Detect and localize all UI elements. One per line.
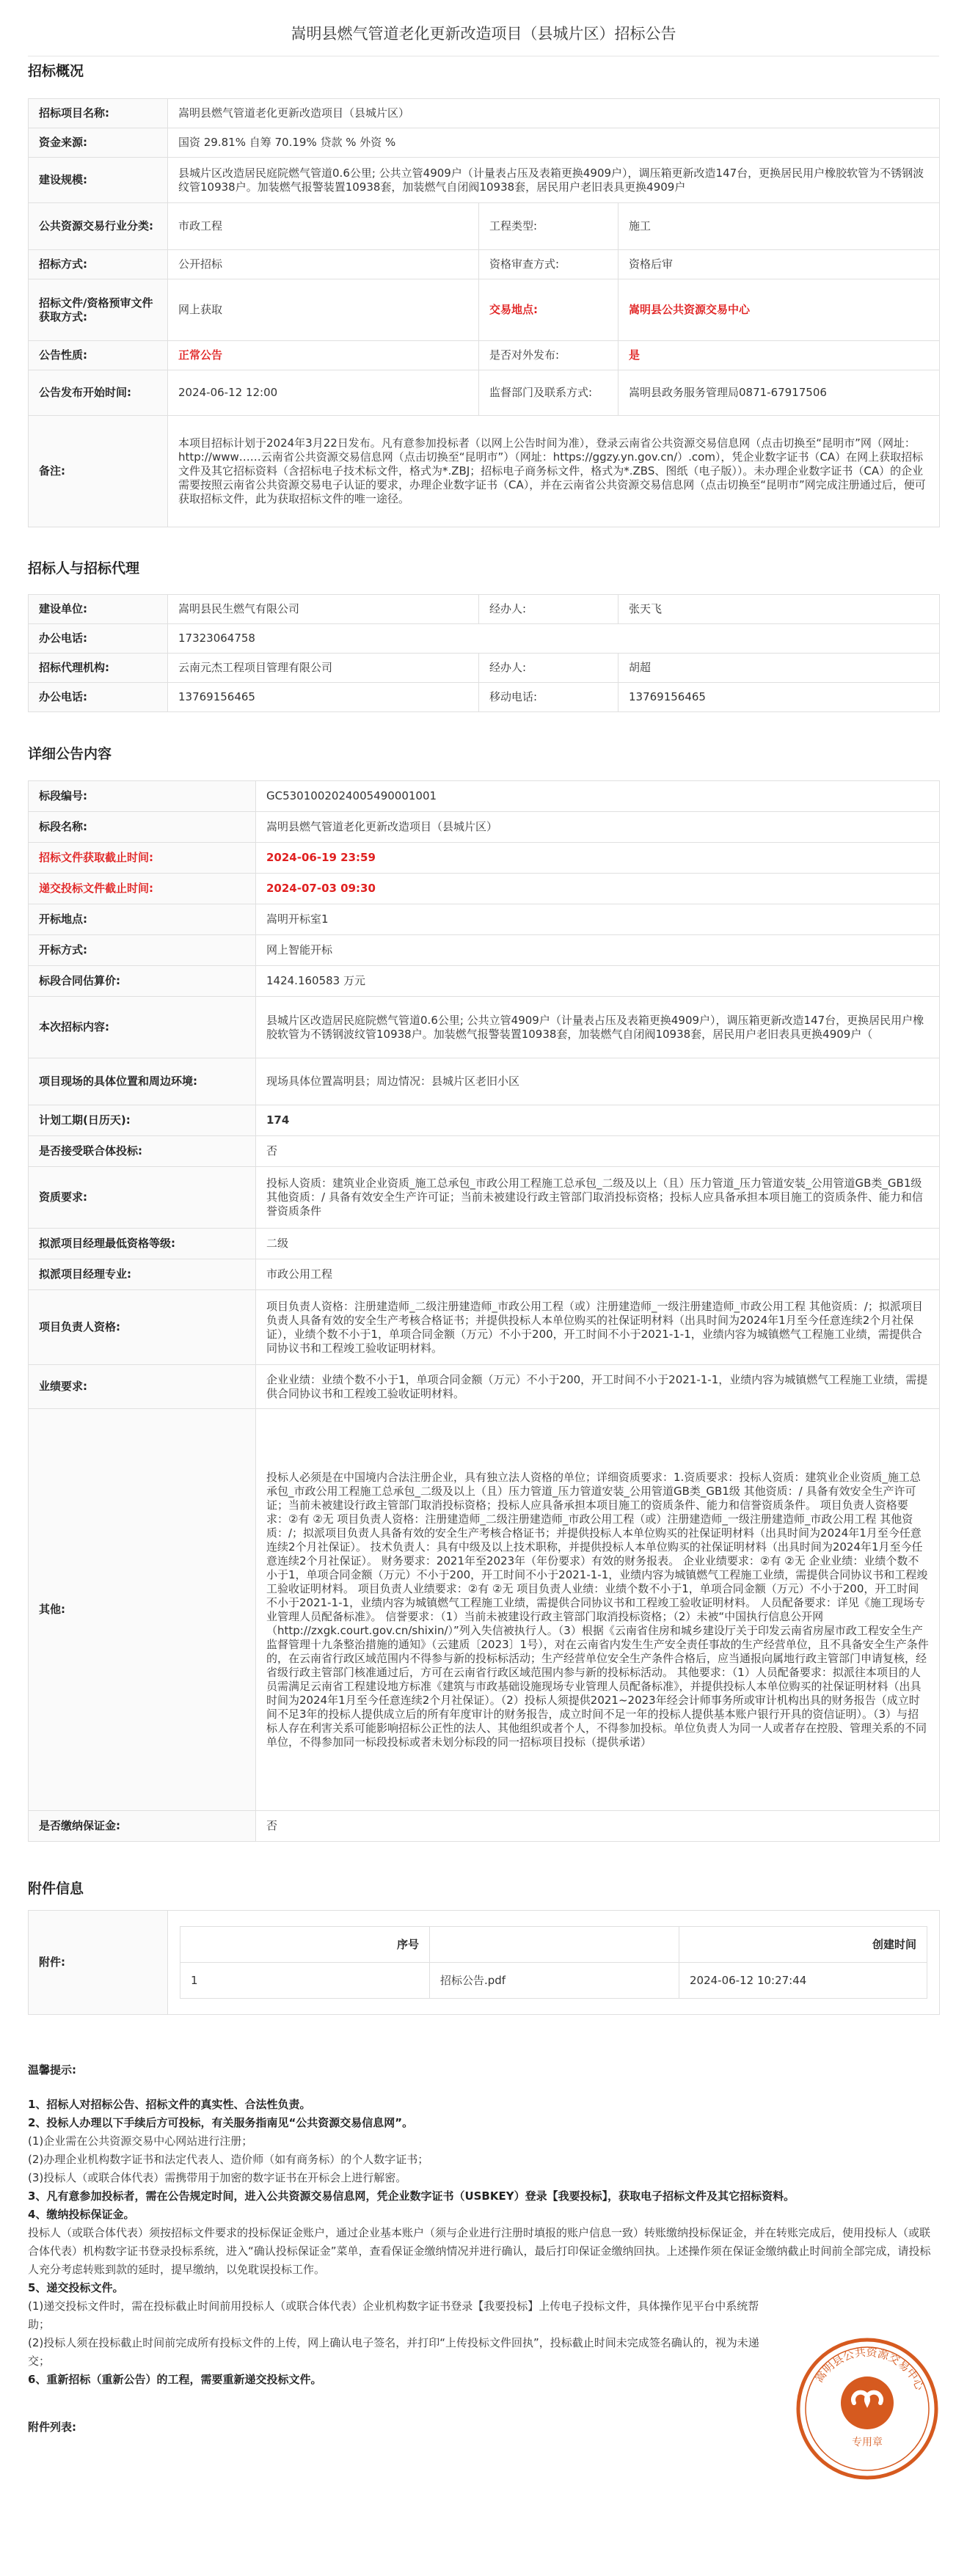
mobile: 13769156465: [618, 683, 940, 712]
attachments-label: 附件:: [29, 1911, 168, 2015]
get-label: 招标文件/资格预审文件获取方式:: [29, 279, 168, 341]
location: 嵩明县公共资源交易中心: [618, 279, 940, 341]
start-time: 2024-06-12 12:00: [168, 370, 479, 416]
doc-deadline-label: 招标文件获取截止时间:: [29, 843, 256, 874]
trade-type-label: 公共资源交易行业分类:: [29, 203, 168, 250]
note-2-2: (2)办理企业机构数字证书和法定代表人、造价师（如有商务标）的个人数字证书；: [28, 2153, 429, 2166]
phone: 17323064758: [168, 624, 940, 654]
union: 否: [256, 1136, 940, 1167]
attachment-list-label: 附件列表:: [28, 2421, 76, 2434]
col-no-header: 序号: [180, 1927, 430, 1963]
method-label: 招标方式:: [29, 250, 168, 279]
contact: 张天飞: [618, 595, 940, 624]
open-method-label: 开标方式:: [29, 935, 256, 966]
lot: 嵩明县燃气管道老化更新改造项目（县城片区）: [256, 812, 940, 843]
funding-label: 资金来源:: [29, 128, 168, 158]
overview-table: [28, 98, 940, 527]
remark: 本项目招标计划于2024年3月22日发布。凡有意参加投标者（以网上公告时间为准），登录云南省公共资源交易信息网（点击切换至“昆明市”网（网址：http://www……云南省公共资源交易信息网（点击切换至“昆明市”）（网址：https://ggzy.yn.gov.cn/）.com），凭企业数字证书（CA）在网上获取招标文件及其它招标资料（含招标电子技术标文件，格式为*.ZBJ；招标电子商务标文件，格式为*.ZBS、图纸（电子版））。未办理企业数字证书（CA）的企业需要按照云南省公共资源交易电子认证的要求，办理企业数字证书（CA），并在云南省公共资源交易信息网（点击切换至“昆明市”网完成注册通过后，便可获取招标文件，此为获取招标文件的唯一途径。: [168, 416, 940, 527]
parties-table: [28, 594, 940, 712]
seal-outer-text: 嵩明县公共资源交易中心: [812, 2345, 927, 2393]
public-label: 是否对外发布:: [479, 341, 618, 370]
position: 现场具体位置嵩明县；周边情况：县城片区老旧小区: [256, 1058, 940, 1105]
start-label: 公告发布开始时间:: [29, 370, 168, 416]
note-2: 2、投标人办理以下手续后方可投标，有关服务指南见“公共资源交易信息网”。: [28, 2116, 414, 2129]
other-label: 其他:: [29, 1409, 256, 1811]
note-5-1: (1)递交投标文件时，需在投标截止时间前用投标人（或联合体代表）企业机构数字证书登录【我要投标】上传电子投标文件，具体操作见平台中系统帮助；: [28, 2299, 759, 2331]
leader: 项目负责人资格：注册建造师_二级注册建造师_市政公用工程（或）注册建造师_一级注册建造师_市政公用工程 其他资质：/；拟派项目负责人具备有效的安全生产考核合格证书；并提供投标人本单位购买的社保证明材料（出具时间为2024年1月至今任意连续2个月社保证），业绩个数不小于1，单项合同金额（万元）不小于200，开工时间不小于2021-1-1，业绩内容为城镇燃气工程施工业绩，需提供合同协议书和工程竣工验收证明材料。: [256, 1290, 940, 1365]
agency: 云南元杰工程项目管理有限公司: [168, 654, 479, 683]
section-title-detail: 详细公告内容: [28, 746, 112, 762]
union-label: 是否接受联合体投标:: [29, 1136, 256, 1167]
leader-label: 项目负责人资格:: [29, 1290, 256, 1365]
attachment-no: 1: [180, 1963, 430, 1999]
section-title-overview: 招标概况: [28, 63, 84, 79]
contact-label: 经办人:: [479, 595, 618, 624]
qual-label: 资质要求:: [29, 1167, 256, 1229]
deposit-label: 是否缴纳保证金:: [29, 1811, 256, 1842]
section-title-parties: 招标人与招标代理: [28, 560, 140, 577]
attachments-table: [28, 1910, 940, 2015]
grade: 二级: [256, 1229, 940, 1259]
note-4: 4、缴纳投标保证金。: [28, 2208, 135, 2221]
qual: 投标人资质：建筑业企业资质_施工总承包_市政公用工程施工总承包_二级及以上（且）压力管道_压力管道安装_公用管道GB类_GB1级 其他资质：/ 具备有效安全生产许可证；当前未被建设行政主管部门取消投标资格；投标人应具备承担本项目施工的资质条件、能力和信誉资质条件: [256, 1167, 940, 1229]
bid-deadline: 2024-07-03 09:30: [256, 874, 940, 904]
code: GC5301002024005490001001: [256, 781, 940, 812]
open-place: 嵩明开标室1: [256, 904, 940, 935]
trade-type: 市政工程: [168, 203, 479, 250]
funding: 国资 29.81% 自筹 70.19% 贷款 % 外资 %: [168, 128, 940, 158]
position-label: 项目现场的具体位置和周边环境:: [29, 1058, 256, 1105]
budget-label: 标段合同估算价:: [29, 966, 256, 997]
open-place-label: 开标地点:: [29, 904, 256, 935]
note-3: 3、凡有意参加投标者，需在公告规定时间，进入公共资源交易信息网，凭企业数字证书（USBKEY）登录【我要投标】，获取电子招标文件及其它招标资料。: [28, 2189, 795, 2203]
attachment-row[interactable]: [180, 1963, 927, 1999]
open-method: 网上智能开标: [256, 935, 940, 966]
code-label: 标段编号:: [29, 781, 256, 812]
official-seal: [794, 2335, 941, 2482]
doc-deadline: 2024-06-19 23:59: [256, 843, 940, 874]
lot-label: 标段名称:: [29, 812, 256, 843]
nature-label: 公告性质:: [29, 341, 168, 370]
budget: 1424.160583 万元: [256, 966, 940, 997]
eng-type-label: 工程类型:: [479, 203, 618, 250]
review: 资格后审: [618, 250, 940, 279]
project-name-label: 招标项目名称:: [29, 99, 168, 128]
scale-label: 建设规模:: [29, 158, 168, 203]
attachments-list: [180, 1926, 927, 1999]
review-label: 资格审查方式:: [479, 250, 618, 279]
perf: 企业业绩：业绩个数不小于1，单项合同金额（万元）不小于200，开工时间不小于2021-1-1，业绩内容为城镇燃气工程施工业绩，需提供合同协议书和工程竣工验收证明材料。: [256, 1365, 940, 1409]
builder: 嵩明县民生燃气有限公司: [168, 595, 479, 624]
perf-label: 业绩要求:: [29, 1365, 256, 1409]
attachment-time: 2024-06-12 10:27:44: [679, 1963, 927, 1999]
agency-phone-label: 办公电话:: [29, 683, 168, 712]
seal-center-text: 专用章: [852, 2437, 883, 2448]
public: 是: [618, 341, 940, 370]
content: 县城片区改造居民庭院燃气管道0.6公里; 公共立管4909户（计量表占压及表箱更换4909户），调压箱更新改造147台，更换居民用户橡胶软管为不锈钢波纹管10938户。加装燃气报警装置10938套，加装燃气自闭阀10938套，居民用户老旧表具更换4909户（: [256, 997, 940, 1058]
get-method: 网上获取: [168, 279, 479, 341]
note-6: 6、重新招标（重新公告）的工程，需要重新递交投标文件。: [28, 2373, 322, 2386]
period: 174: [256, 1105, 940, 1136]
eng-type: 施工: [618, 203, 940, 250]
bid-deadline-label: 递交投标文件截止时间:: [29, 874, 256, 904]
detail-table: [28, 780, 940, 1842]
note-5: 5、递交投标文件。: [28, 2281, 124, 2294]
page-title: 嵩明县燃气管道老化更新改造项目（县城片区）招标公告: [291, 25, 676, 43]
scale: 县城片区改造居民庭院燃气管道0.6公里; 公共立管4909户（计量表占压及表箱更换4909户），调压箱更新改造147台，更换居民用户橡胶软管为不锈钢波纹管10938户。加装燃气报警装置10938套，加装燃气自闭阀10938套，居民用户老旧表具更换4909户: [168, 158, 940, 203]
location-label: 交易地点:: [479, 279, 618, 341]
major: 市政公用工程: [256, 1259, 940, 1290]
nature: 正常公告: [168, 341, 479, 370]
agency-label: 招标代理机构:: [29, 654, 168, 683]
agency-contact: 胡超: [618, 654, 940, 683]
section-title-attachments: 附件信息: [28, 1881, 84, 1897]
project-name: 嵩明县燃气管道老化更新改造项目（县城片区）: [168, 99, 940, 128]
agency-contact-label: 经办人:: [479, 654, 618, 683]
supervisor: 嵩明县政务服务管理局0871-67917506: [618, 370, 940, 416]
remark-label: 备注:: [29, 416, 168, 527]
method: 公开招标: [168, 250, 479, 279]
note-2-3: (3)投标人（或联合体代表）需携带用于加密的数字证书在开标会上进行解密。: [28, 2171, 407, 2184]
note-5-2: (2)投标人须在投标截止时间前完成所有投标文件的上传，网上确认电子签名，并打印“上传投标文件回执”，投标截止时间未完成签名确认的，视为未递交；: [28, 2336, 759, 2368]
col-time-header: 创建时间: [679, 1927, 927, 1963]
period-label: 计划工期(日历天):: [29, 1105, 256, 1136]
supervisor-label: 监督部门及联系方式:: [479, 370, 618, 416]
note-1: 1、招标人对招标公告、招标文件的真实性、合法性负责。: [28, 2098, 311, 2111]
grade-label: 拟派项目经理最低资格等级:: [29, 1229, 256, 1259]
attachment-file-link[interactable]: 招标公告.pdf: [430, 1963, 679, 1999]
deposit: 否: [256, 1811, 940, 1842]
builder-label: 建设单位:: [29, 595, 168, 624]
agency-phone: 13769156465: [168, 683, 479, 712]
phone-label: 办公电话:: [29, 624, 168, 654]
content-label: 本次招标内容:: [29, 997, 256, 1058]
major-label: 拟派项目经理专业:: [29, 1259, 256, 1290]
mobile-label: 移动电话:: [479, 683, 618, 712]
notes-heading: 温馨提示:: [28, 2063, 76, 2076]
note-4-body: 投标人（或联合体代表）须按招标文件要求的投标保证金账户，通过企业基本账户（须与企业进行注册时填报的账户信息一致）转账缴纳投标保证金，并在转账完成后，使用投标人（或联合体代表）机构数字证书登录投标系统，进入“确认投标保证金”菜单，查看保证金缴纳情况并进行确认，最后打印保证金缴纳回执。上述操作须在保证金缴纳截止时间前全部完成，请投标人充分考虑转账到款的延时，提早缴纳，以免耽误投标工作。: [28, 2226, 931, 2276]
other: 投标人必须是在中国境内合法注册企业，具有独立法人资格的单位；详细资质要求：1.资质要求：投标人资质：建筑业企业资质_施工总承包_市政公用工程施工总承包_二级及以上（且）压力管道_压力管道安装_公用管道GB类_GB1级 其他资质：/ 具备有效安全生产许可证；当前未被建设行政主管部门取消投标资格；投标人应具备承担本项目施工的资质条件、能力和信誉资质条件。 项目负责人资格要求：②有 ②无 项目负责人资格：注册建造师_二级注册建造师_市政公用工程（或）注册建造师_一级注册建造师_市政公用工程 其他资质：/；拟派项目负责人具备有效的安全生产考核合格证书；并提供投标人本单位购买的社保证明材料（出具时间为2024年1月至今任意连续2个月社保证）。 技术负责人：具有中级及以上技术职称，并提供投标人本单位购买的社保证明材料（出具时间为2024年1月至今任意连续2个月社保证）。 财务要求：2021年至2023年（年份要求）有效的财务报表。 企业业绩要求：②有 ②无 企业业绩：业绩个数不小于1，单项合同金额（万元）不小于200，开工时间不小于2021-1-1，业绩内容为城镇燃气工程施工业绩，需提供合同协议书和工程竣工验收证明材料。 项目负责人业绩要求：②有 ②无 项目负责人业绩：业绩个数不小于1，单项合同金额（万元）不小于200，开工时间不小于2021-1-1，业绩内容为城镇燃气工程施工业绩，需提供合同协议书和工程竣工验收证明材料。 人员配备要求：详见《施工现场专业管理人员配备标准》。 信誉要求：（1）当前未被建设行政主管部门取消投标资格；（2）未被“中国执行信息公开网（http://zxgk.court.gov.cn/shixin/）”列入失信被执行人。（3）根据《云南省住房和城乡建设厅关于印发云南省房屋市政工程安全生产监督管理十九条整治措施的通知》（云建质〔2023〕1号），对在云南省内发生生产安全责任事故的生产经营单位，且不具备安全生产条件的，在云南省行政区域范围内不得参与新的投标标活动；生产经营单位安全生产条件合格后，应当通报向属地行政主管部门申请复核，经省级行政主管部门核准通过后，方可在云南省行政区域范围内参与新的投标标活动。 其他要求：（1）人员配备要求：拟派往本项目的人员需满足云南省工程建设地方标准《建筑与市政基础设施现场专业管理人员配备标准》，并提供投标人本单位购买的社保证明材料（出具时间为2024年1月至今任意连续2个月社保证）。（2）投标人须提供2021~2023年经会计师事务所或审计机构出具的财务报告（成立时间不足3年的投标人提供成立后的所有年度审计的财务报告，成立时间不足一年的投标人提供基本账户银行开具的资信证明）。（3）与招标人存在利害关系可能影响招标公正性的法人、其他组织或者个人，不得参加投标。单位负责人为同一人或者存在控股、管理关系的不同单位，不得参加同一标段投标或者未划分标段的同一招标项目投标（提供承诺）: [256, 1409, 940, 1811]
note-2-1: (1)企业需在公共资源交易中心网站进行注册；: [28, 2134, 253, 2148]
